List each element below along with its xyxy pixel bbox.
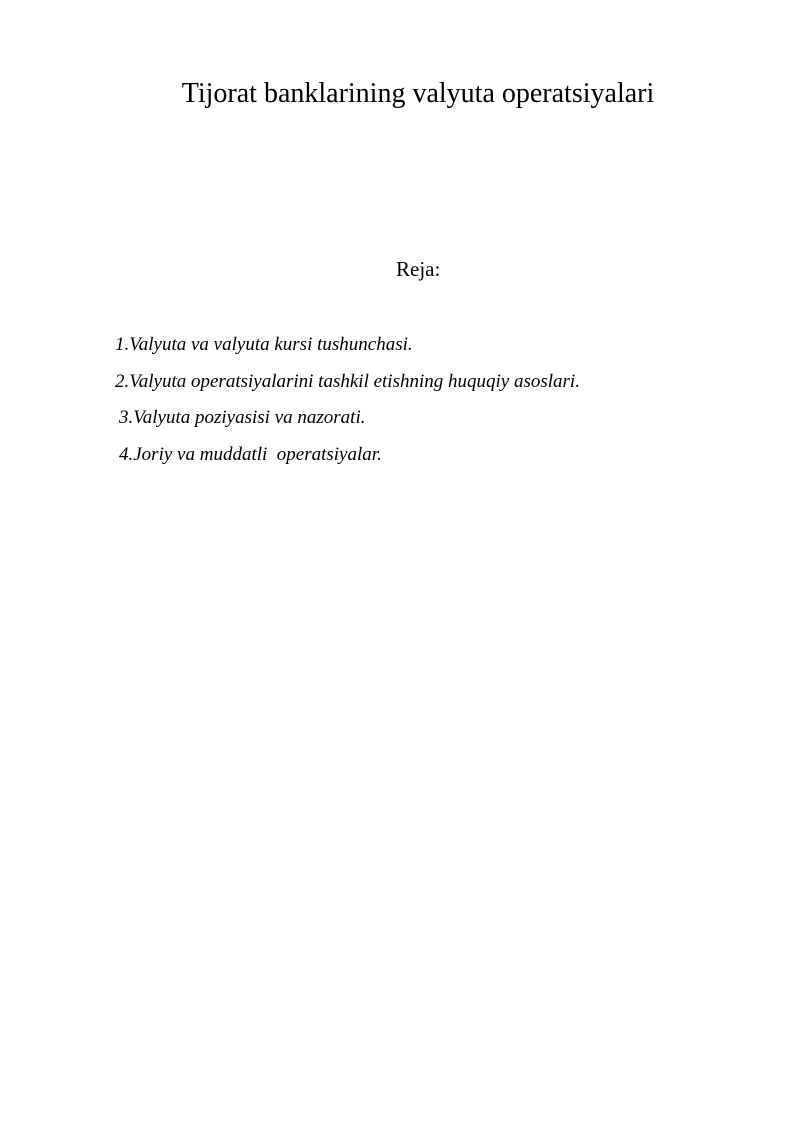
document-title: Tijorat banklarining valyuta operatsiyalari (181, 78, 655, 109)
document-title-block (0, 76, 800, 112)
plan-item-1: 1.Valyuta va valyuta kursi tushunchasi. (115, 334, 413, 355)
plan-item-3: 3.Valyuta poziyasisi va nazorati. (119, 407, 366, 428)
plan-item-4: 4.Joriy va muddatli operatsiyalar. (119, 444, 382, 465)
plan-item-2: 2.Valyuta operatsiyalarini tashkil etishning huquqiy asoslari. (115, 371, 580, 392)
plan-heading: Reja: (396, 257, 441, 281)
